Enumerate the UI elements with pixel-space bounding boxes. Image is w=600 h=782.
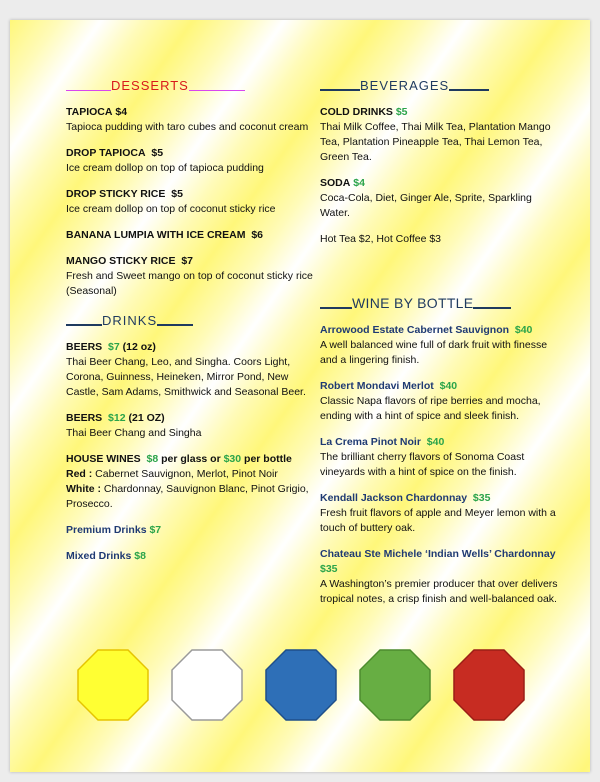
drink-item bbox=[66, 411, 316, 441]
drink-price: $8 bbox=[134, 550, 146, 562]
heading-rule bbox=[320, 89, 360, 91]
glass-price: $8 bbox=[146, 453, 159, 465]
wine-price: $40 bbox=[514, 324, 533, 336]
color-octagons bbox=[76, 648, 526, 722]
red-label: Red : bbox=[66, 468, 93, 480]
bottle-text: per bottle bbox=[244, 453, 292, 465]
wine-price: $40 bbox=[439, 380, 458, 392]
dessert-price: $5 bbox=[171, 188, 183, 200]
premium-drinks-item bbox=[66, 523, 316, 538]
dessert-desc: Ice cream dollop on top of tapioca pudding bbox=[66, 162, 264, 174]
heading-rule bbox=[449, 89, 489, 91]
heading-rule bbox=[157, 324, 193, 326]
heading-rule bbox=[320, 307, 352, 309]
wine-item bbox=[320, 547, 560, 607]
white-label: White : bbox=[66, 483, 101, 495]
white-wines: Chardonnay, Sauvignon Blanc, Pinot Grigio, Prosecco. bbox=[66, 483, 309, 510]
green-octagon bbox=[358, 648, 432, 722]
beverage-name: SODA bbox=[320, 177, 351, 189]
drink-item bbox=[66, 340, 316, 400]
mixed-drinks-item bbox=[66, 549, 316, 564]
drink-price: $7 bbox=[108, 341, 120, 353]
dessert-price: $5 bbox=[151, 147, 164, 159]
dessert-item bbox=[66, 228, 316, 243]
red-wines: Cabernet Sauvignon, Merlot, Pinot Noir bbox=[95, 468, 278, 480]
dessert-desc: Tapioca pudding with taro cubes and coconut cream bbox=[66, 121, 309, 133]
drink-desc: Thai Beer Chang, Leo, and Singha. Coors Light, Corona, Guinness, Heineken, Mirror Pond, New Castle, Sam Adams, Smithwick and Seasonal Beer. bbox=[66, 356, 306, 398]
drink-size: (21 OZ) bbox=[128, 412, 165, 424]
right-column bbox=[320, 78, 560, 618]
beverage-price: $4 bbox=[353, 177, 365, 189]
drink-desc: Thai Beer Chang and Singha bbox=[66, 427, 202, 439]
heading-rule bbox=[189, 90, 245, 91]
drink-name: HOUSE WINES bbox=[66, 453, 141, 465]
wine-heading bbox=[320, 295, 560, 311]
wine-price: $35 bbox=[320, 563, 338, 575]
red-octagon bbox=[452, 648, 526, 722]
wine-name: Kendall Jackson Chardonnay bbox=[320, 492, 468, 504]
dessert-item bbox=[66, 187, 316, 217]
beverages-heading bbox=[320, 78, 560, 93]
beverage-desc: Coca-Cola, Diet, Ginger Ale, Sprite, Sparkling Water. bbox=[320, 192, 532, 219]
beverage-item bbox=[320, 176, 560, 221]
dessert-name: MANGO STICKY RICE bbox=[66, 255, 176, 267]
hot-drinks-text: Hot Tea $2, Hot Coffee $3 bbox=[320, 233, 442, 245]
dessert-price: $6 bbox=[251, 229, 263, 241]
wine-desc: Fresh fruit flavors of apple and Meyer lemon with a touch of buttery oak. bbox=[320, 507, 556, 534]
dessert-item bbox=[66, 254, 316, 299]
wine-name: La Crema Pinot Noir bbox=[320, 436, 421, 448]
beverage-name: COLD DRINKS bbox=[320, 106, 393, 118]
wine-name: Chateau Ste Michele ‘Indian Wells’ Chardonnay bbox=[320, 548, 556, 560]
wine-item bbox=[320, 435, 560, 480]
dessert-desc: Ice cream dollop on top of coconut sticky rice bbox=[66, 203, 276, 215]
drinks-heading bbox=[66, 313, 316, 328]
yellow-octagon bbox=[76, 648, 150, 722]
drink-name: BEERS bbox=[66, 412, 103, 424]
wine-title: WINE BY BOTTLE bbox=[352, 295, 474, 311]
heading-rule bbox=[66, 90, 111, 91]
dessert-name: TAPIOCA bbox=[66, 106, 113, 118]
drink-name: Mixed Drinks bbox=[66, 550, 132, 562]
wine-item bbox=[320, 379, 560, 424]
dessert-price: $7 bbox=[181, 255, 194, 267]
wine-name: Arrowood Estate Cabernet Sauvignon bbox=[320, 324, 510, 336]
wine-item bbox=[320, 323, 560, 368]
dessert-desc: Fresh and Sweet mango on top of coconut sticky rice (Seasonal) bbox=[66, 270, 313, 297]
wine-name: Robert Mondavi Merlot bbox=[320, 380, 434, 392]
wine-desc: The brilliant cherry flavors of Sonoma Coast vineyards with a hint of spice on the finish. bbox=[320, 451, 525, 478]
beverage-item bbox=[320, 105, 560, 165]
wine-price: $40 bbox=[426, 436, 445, 448]
beverages-title: BEVERAGES bbox=[360, 78, 450, 93]
drink-name: Premium Drinks bbox=[66, 524, 147, 536]
dessert-name: BANANA LUMPIA WITH ICE CREAM bbox=[66, 229, 246, 241]
drink-name: BEERS bbox=[66, 341, 103, 353]
wine-item bbox=[320, 491, 560, 536]
beverage-desc: Thai Milk Coffee, Thai Milk Tea, Plantation Mango Tea, Plantation Pineapple Tea, Thai Lemon Tea, Green Tea. bbox=[320, 121, 551, 163]
wine-price: $35 bbox=[472, 492, 491, 504]
dessert-item bbox=[66, 146, 316, 176]
desserts-title: DESSERTS bbox=[111, 78, 189, 93]
blue-octagon bbox=[264, 648, 338, 722]
wine-desc: Classic Napa flavors of ripe berries and mocha, ending with a hint of spice and sleek finish. bbox=[320, 395, 541, 422]
drinks-title: DRINKS bbox=[102, 313, 158, 328]
heading-rule bbox=[66, 324, 102, 326]
left-column bbox=[66, 78, 316, 575]
wine-desc: A Washington’s premier producer that over delivers tropical notes, a crisp finish and well-balanced oak. bbox=[320, 578, 558, 605]
bottle-price: $30 bbox=[223, 453, 242, 465]
dessert-price: $4 bbox=[115, 106, 128, 118]
menu-page bbox=[10, 20, 590, 772]
drink-price: $12 bbox=[108, 412, 126, 424]
drink-size: (12 oz) bbox=[122, 341, 156, 353]
dessert-name: DROP TAPIOCA bbox=[66, 147, 146, 159]
drink-price: $7 bbox=[149, 524, 162, 536]
wine-desc: A well balanced wine full of dark fruit with finesse and a lingering finish. bbox=[320, 339, 548, 366]
house-wines-item bbox=[66, 452, 316, 512]
hot-drinks-line bbox=[320, 232, 560, 247]
desserts-heading bbox=[66, 78, 316, 93]
dessert-name: DROP STICKY RICE bbox=[66, 188, 166, 200]
white-octagon bbox=[170, 648, 244, 722]
beverage-price: $5 bbox=[395, 106, 408, 118]
dessert-item bbox=[66, 105, 316, 135]
heading-rule bbox=[473, 307, 511, 309]
glass-text: per glass or bbox=[161, 453, 221, 465]
